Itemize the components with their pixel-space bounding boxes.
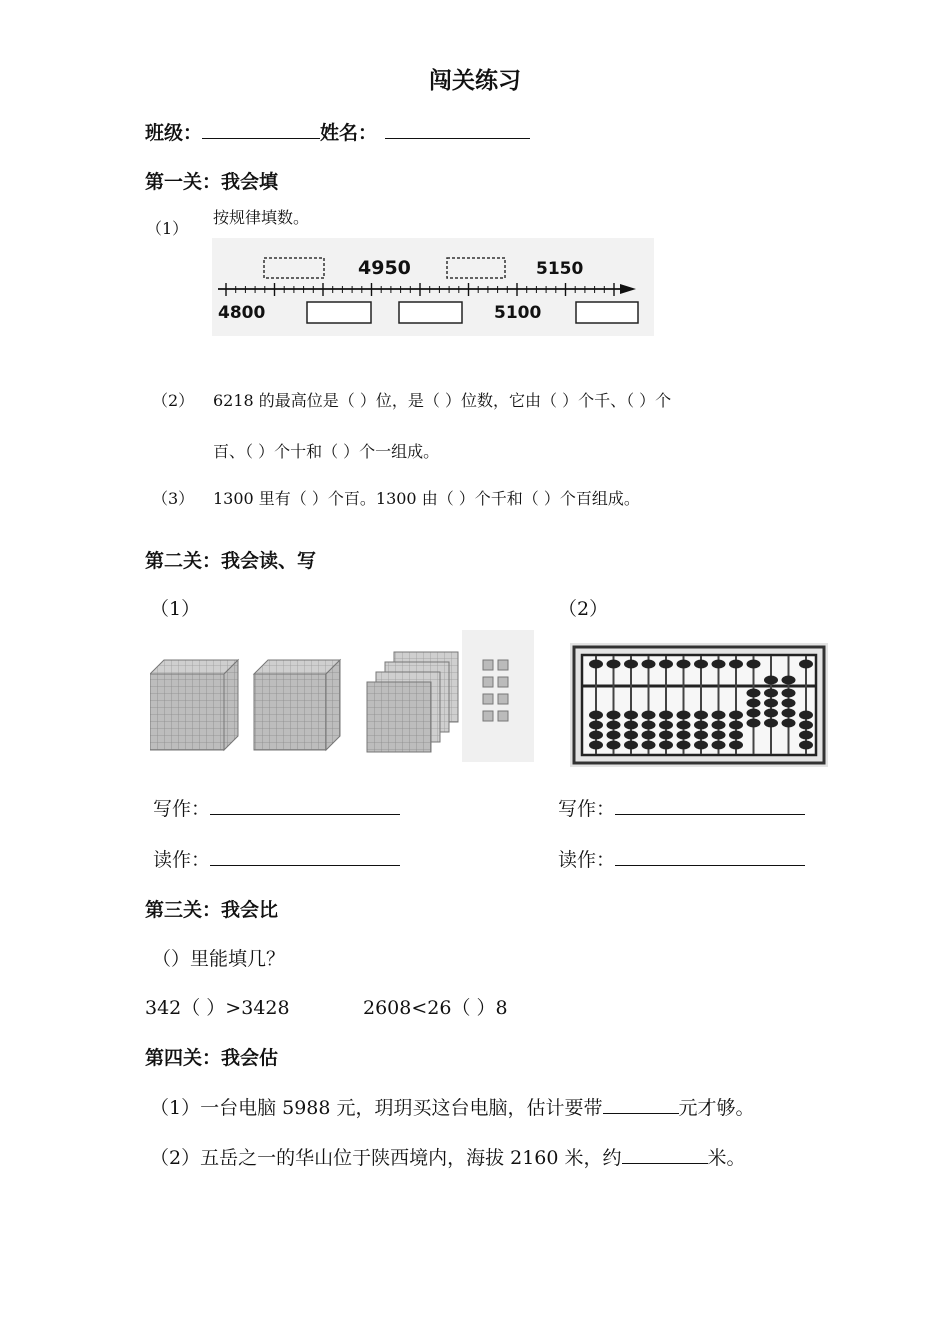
one-cube xyxy=(498,694,508,704)
abacus-lower-bead xyxy=(764,689,778,698)
abacus-upper-bead xyxy=(694,660,708,669)
bottom-value-4800: 4800 xyxy=(218,303,266,323)
abacus-lower-bead xyxy=(589,721,603,730)
abacus-lower-bead xyxy=(642,721,656,730)
abacus-lower-bead xyxy=(747,699,761,708)
abacus-lower-bead xyxy=(694,721,708,730)
abacus-lower-bead xyxy=(607,741,621,750)
one-cube xyxy=(498,711,508,721)
abacus-upper-bead xyxy=(764,676,778,685)
abacus-lower-bead xyxy=(712,711,726,720)
abacus-lower-bead xyxy=(642,711,656,720)
top-value-4950: 4950 xyxy=(358,257,411,279)
one-cube xyxy=(498,660,508,670)
level2-q2-write xyxy=(558,794,805,821)
abacus-lower-bead xyxy=(677,741,691,750)
abacus-lower-bead xyxy=(659,741,673,750)
abacus-lower-bead xyxy=(642,741,656,750)
level2-heading: 第二关：我会读、写 xyxy=(145,550,317,572)
level2-q1-read-label: 读作： xyxy=(153,849,211,871)
abacus-lower-bead xyxy=(607,721,621,730)
one-cube xyxy=(483,660,493,670)
level2-q1-read-blank[interactable] xyxy=(210,847,400,866)
level2-q1-write-label: 写作： xyxy=(153,798,211,820)
level2-q1-write xyxy=(153,794,400,821)
level2-q2-write-label: 写作： xyxy=(558,798,616,820)
abacus-lower-bead xyxy=(659,711,673,720)
abacus-upper-bead xyxy=(642,660,656,669)
level4-q2-suffix: 米。 xyxy=(707,1147,746,1169)
one-cube xyxy=(483,694,493,704)
level4-q2 xyxy=(150,1143,746,1170)
abacus-lower-bead xyxy=(694,711,708,720)
abacus-lower-bead xyxy=(624,731,638,740)
abacus-lower-bead xyxy=(799,711,813,720)
abacus-lower-bead xyxy=(782,709,796,718)
abacus-lower-bead xyxy=(624,721,638,730)
level1-q3-number: （3） xyxy=(152,489,195,508)
abacus-upper-bead xyxy=(589,660,603,669)
abacus-lower-bead xyxy=(589,741,603,750)
level4-q2-text: （2）五岳之一的华山位于陕西境内，海拔 2160 米，约 xyxy=(150,1147,622,1169)
abacus-upper-bead xyxy=(799,660,813,669)
abacus-lower-bead xyxy=(799,721,813,730)
level1-q1-number: （1） xyxy=(146,219,189,238)
abacus-lower-bead xyxy=(677,731,691,740)
abacus-upper-bead xyxy=(747,660,761,669)
abacus-lower-bead xyxy=(694,741,708,750)
bottom-value-5100: 5100 xyxy=(494,303,542,323)
abacus-upper-bead xyxy=(782,676,796,685)
abacus-lower-bead xyxy=(782,689,796,698)
level2-q1-number: （1） xyxy=(150,598,201,620)
class-label: 班级： xyxy=(145,122,203,144)
abacus-inner-frame xyxy=(582,655,816,755)
bottom-blank-box-1[interactable] xyxy=(307,302,371,323)
abacus-lower-bead xyxy=(712,721,726,730)
level1-q2-line2: 百、（ ）个十和（ ）个一组成。 xyxy=(213,442,440,461)
abacus-lower-bead xyxy=(764,719,778,728)
abacus-lower-bead xyxy=(747,719,761,728)
level1-q1-prompt: 按规律填数。 xyxy=(213,208,310,227)
level2-q2-read-label: 读作： xyxy=(558,849,616,871)
abacus-lower-bead xyxy=(642,731,656,740)
thousand-cube-1 xyxy=(150,660,238,750)
one-cube xyxy=(483,677,493,687)
abacus-lower-bead xyxy=(659,731,673,740)
level1-q3-text: 1300 里有（ ）个百。1300 由（ ）个千和（ ）个百组成。 xyxy=(213,489,640,508)
level3-q2: 2608<26（ ）8 xyxy=(363,997,508,1019)
abacus-lower-bead xyxy=(677,711,691,720)
class-blank[interactable] xyxy=(202,120,320,139)
abacus-lower-bead xyxy=(624,741,638,750)
abacus-lower-bead xyxy=(764,709,778,718)
abacus-lower-bead xyxy=(747,709,761,718)
abacus-upper-bead xyxy=(607,660,621,669)
abacus-lower-bead xyxy=(589,731,603,740)
level1-q2-line1: 6218 的最高位是（ ）位，是（ ）位数，它由（ ）个千、（ ）个 xyxy=(213,391,672,410)
one-cube xyxy=(483,711,493,721)
level2-q2-number: （2） xyxy=(558,598,609,620)
abacus-lower-bead xyxy=(729,731,743,740)
abacus-lower-bead xyxy=(677,721,691,730)
level3-q1: 342（ ）>3428 xyxy=(145,997,290,1019)
bottom-blank-box-2[interactable] xyxy=(399,302,462,323)
level4-q1 xyxy=(150,1093,755,1120)
level4-q1-text: （1）一台电脑 5988 元，玥玥买这台电脑，估计要带 xyxy=(150,1097,603,1119)
level2-q2-read xyxy=(558,845,805,872)
level2-q2-read-blank[interactable] xyxy=(615,847,805,866)
abacus-lower-bead xyxy=(607,711,621,720)
thousand-cube-2 xyxy=(254,660,340,750)
abacus-lower-bead xyxy=(782,699,796,708)
abacus-upper-bead xyxy=(729,660,743,669)
level3-heading: 第三关：我会比 xyxy=(145,899,279,921)
abacus-figure xyxy=(570,643,828,767)
level2-q2-write-blank[interactable] xyxy=(615,796,805,815)
name-label: 姓名： xyxy=(320,122,378,144)
level4-q1-blank[interactable] xyxy=(603,1095,679,1114)
level1-heading: 第一关：我会填 xyxy=(145,171,279,193)
level1-q2-number: （2） xyxy=(152,391,195,410)
abacus-lower-bead xyxy=(589,711,603,720)
one-cube xyxy=(498,677,508,687)
abacus-upper-bead xyxy=(624,660,638,669)
abacus-lower-bead xyxy=(799,741,813,750)
abacus-lower-bead xyxy=(729,741,743,750)
abacus-lower-bead xyxy=(782,719,796,728)
abacus-lower-bead xyxy=(729,721,743,730)
abacus-lower-bead xyxy=(799,731,813,740)
hundred-flats xyxy=(367,652,458,752)
number-line-figure xyxy=(212,238,654,336)
top-value-5150: 5150 xyxy=(536,259,584,279)
level4-q1-suffix: 元才够。 xyxy=(678,1097,755,1119)
abacus-lower-bead xyxy=(764,699,778,708)
name-blank[interactable] xyxy=(385,120,530,139)
abacus-lower-bead xyxy=(694,731,708,740)
level2-q1-write-blank[interactable] xyxy=(210,796,400,815)
abacus-upper-bead xyxy=(712,660,726,669)
level2-q1-read xyxy=(153,845,400,872)
abacus-lower-bead xyxy=(712,741,726,750)
abacus-lower-bead xyxy=(747,689,761,698)
abacus-lower-bead xyxy=(659,721,673,730)
abacus-lower-bead xyxy=(607,731,621,740)
base-ten-blocks-figure xyxy=(150,630,534,762)
class-name-row xyxy=(145,118,530,145)
abacus-lower-bead xyxy=(712,731,726,740)
abacus-upper-bead xyxy=(659,660,673,669)
level3-prompt: （）里能填几？ xyxy=(152,948,286,970)
level4-q2-blank[interactable] xyxy=(622,1145,708,1164)
bottom-blank-box-3[interactable] xyxy=(576,302,638,323)
abacus-upper-bead xyxy=(677,660,691,669)
level4-heading: 第四关：我会估 xyxy=(145,1047,279,1069)
abacus-lower-bead xyxy=(729,711,743,720)
abacus-lower-bead xyxy=(624,711,638,720)
page-title: 闯关练习 xyxy=(429,67,521,94)
